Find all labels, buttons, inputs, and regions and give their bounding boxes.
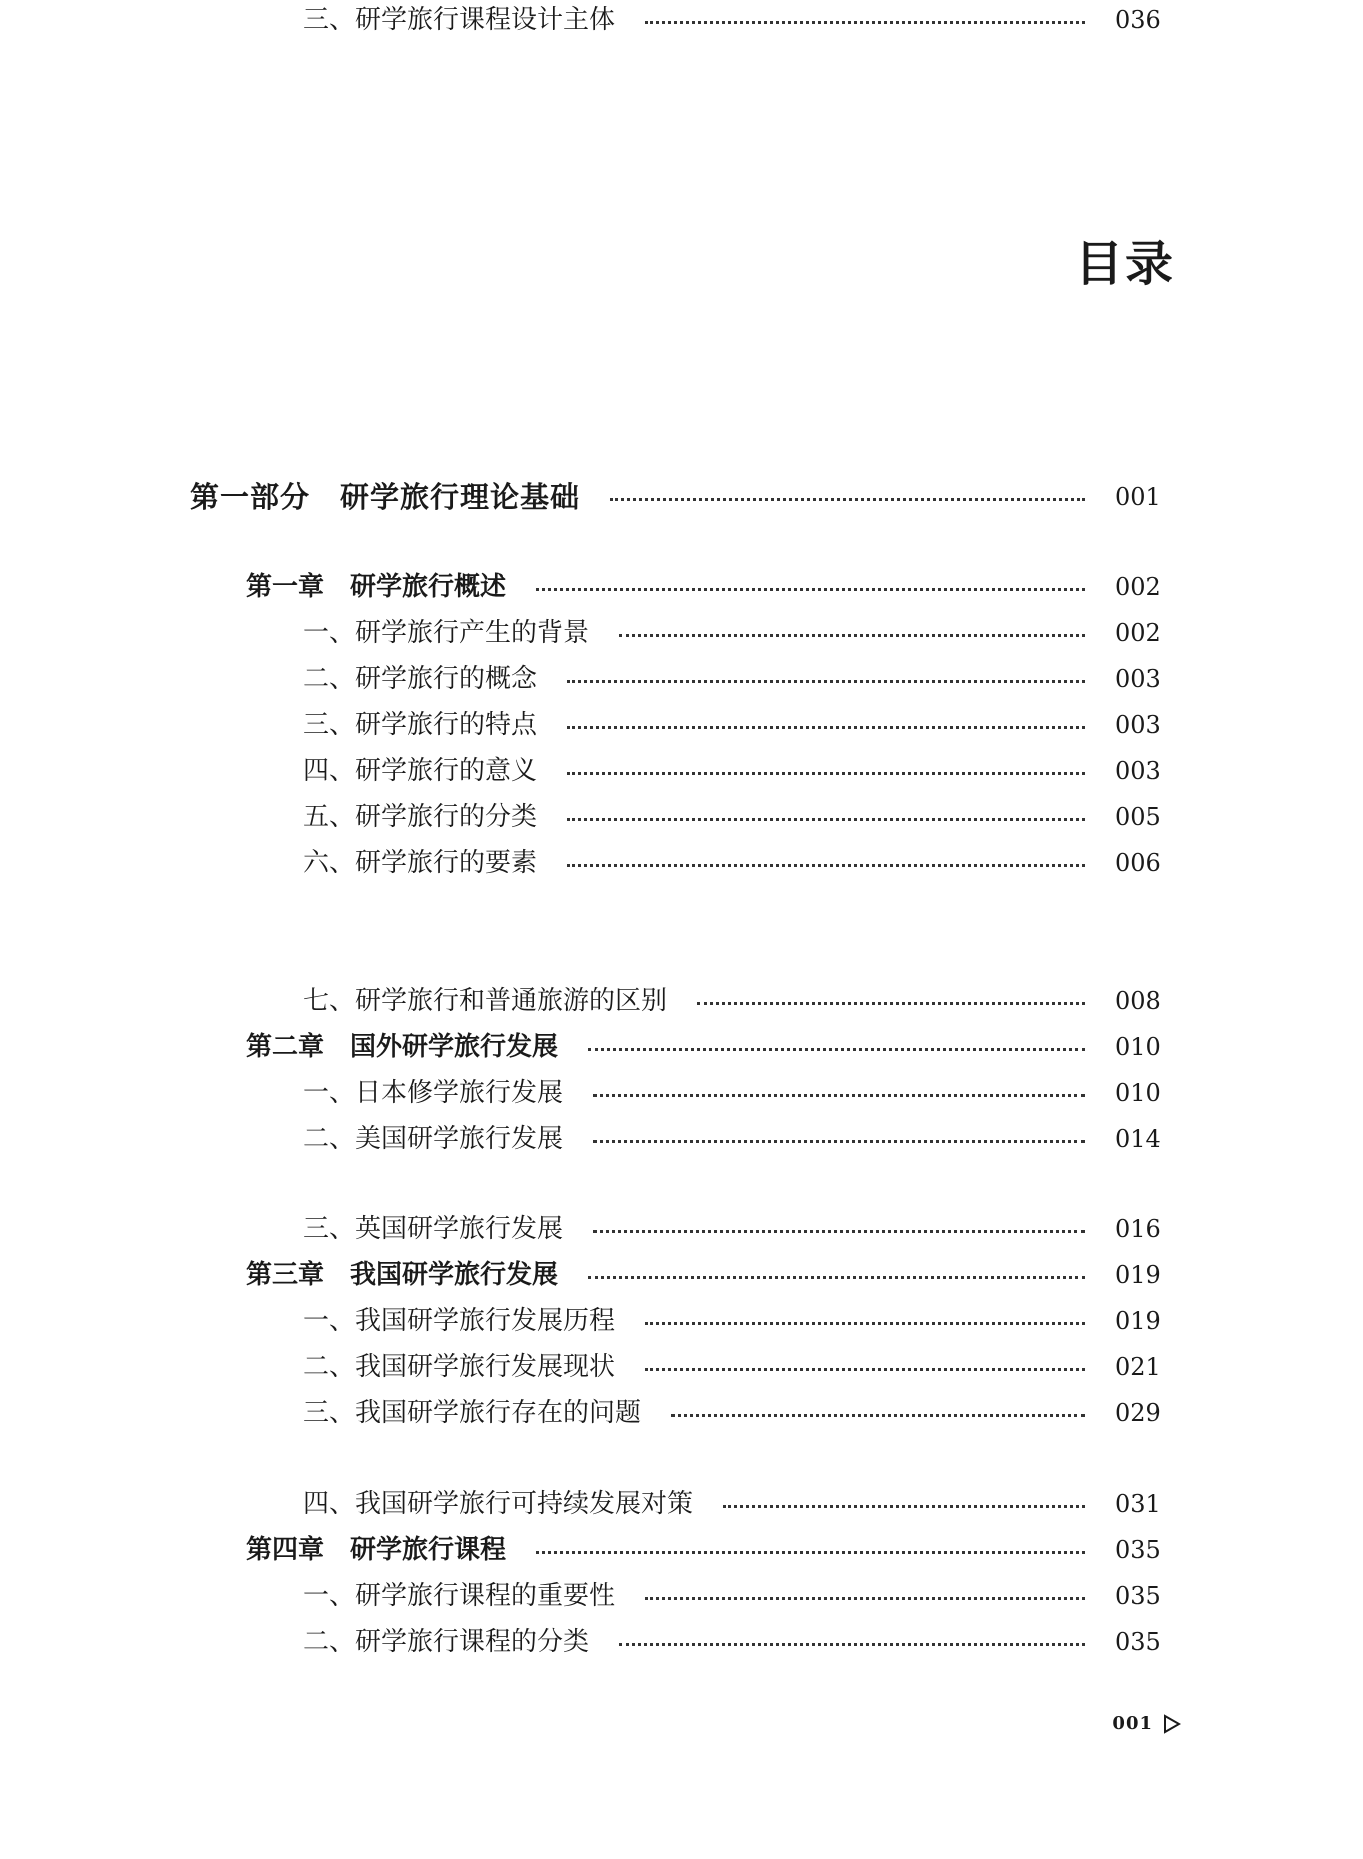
toc-page-number: 029 — [1115, 1399, 1161, 1427]
toc-entry-title: 二、我国研学旅行发展现状 — [303, 1352, 616, 1382]
toc-section-entry[interactable] — [0, 1484, 1363, 1524]
dot-leader — [645, 21, 1085, 24]
toc-page-number: 019 — [1115, 1307, 1161, 1335]
dot-leader — [536, 588, 1085, 591]
dot-leader — [588, 1048, 1085, 1051]
dot-leader — [619, 634, 1085, 637]
toc-entry-title: 第三章 我国研学旅行发展 — [246, 1260, 559, 1290]
toc-page-number: 021 — [1115, 1353, 1161, 1381]
toc-section-entry[interactable] — [0, 843, 1363, 883]
page-number: 001 — [1112, 1713, 1153, 1734]
dot-leader — [723, 1505, 1085, 1508]
toc-section-entry[interactable] — [0, 705, 1363, 745]
dot-leader — [593, 1094, 1085, 1097]
toc-page-number: 002 — [1115, 573, 1161, 601]
dot-leader — [567, 818, 1085, 821]
toc-section-entry[interactable] — [0, 1119, 1363, 1159]
toc-page-number: 019 — [1115, 1261, 1161, 1289]
toc-page-number: 003 — [1115, 757, 1161, 785]
dot-leader — [567, 772, 1085, 775]
dot-leader — [645, 1322, 1085, 1325]
dot-leader — [593, 1230, 1085, 1233]
toc-entry-title: 三、研学旅行的特点 — [303, 710, 538, 740]
dot-leader — [593, 1140, 1085, 1143]
triangle-right-icon — [1163, 1714, 1181, 1734]
toc-chapter-entry[interactable] — [0, 567, 1363, 607]
dot-leader — [619, 1643, 1085, 1646]
toc-chapter-entry[interactable] — [0, 1027, 1363, 1067]
toc-page-number: 016 — [1115, 1215, 1161, 1243]
toc-section-entry[interactable] — [0, 797, 1363, 837]
toc-page-number: 001 — [1115, 483, 1161, 511]
toc-page-number: 035 — [1115, 1628, 1161, 1656]
toc-page-number: 002 — [1115, 619, 1161, 647]
toc-page-number: 003 — [1115, 665, 1161, 693]
toc-section-entry[interactable] — [0, 0, 1363, 40]
toc-page-number: 008 — [1115, 987, 1161, 1015]
toc-entry-title: 第一部分 研学旅行理论基础 — [190, 479, 581, 514]
toc-entry-title: 四、我国研学旅行可持续发展对策 — [303, 1489, 694, 1519]
toc-section-entry[interactable] — [0, 1209, 1363, 1249]
toc-section-entry[interactable] — [0, 1073, 1363, 1113]
dot-leader — [567, 864, 1085, 867]
toc-chapter-entry[interactable] — [0, 1255, 1363, 1295]
dot-leader — [697, 1002, 1085, 1005]
page-footer — [1112, 1713, 1181, 1734]
dot-leader — [588, 1276, 1085, 1279]
toc-entry-title: 二、研学旅行课程的分类 — [303, 1627, 590, 1657]
page-title: 目录 — [1074, 236, 1175, 292]
toc-entry-title: 四、研学旅行的意义 — [303, 756, 538, 786]
toc-section-entry[interactable] — [0, 1301, 1363, 1341]
toc-chapter-entry[interactable] — [0, 1530, 1363, 1570]
toc-page-number: 035 — [1115, 1582, 1161, 1610]
dot-leader — [645, 1597, 1085, 1600]
toc-section-entry[interactable] — [0, 1347, 1363, 1387]
toc-entry-title: 二、研学旅行的概念 — [303, 664, 538, 694]
toc-page-number: 035 — [1115, 1536, 1161, 1564]
toc-page-number: 010 — [1115, 1033, 1161, 1061]
toc-entry-title: 第二章 国外研学旅行发展 — [246, 1032, 559, 1062]
toc-page-number: 031 — [1115, 1490, 1161, 1518]
toc-part-entry[interactable] — [0, 477, 1363, 517]
dot-leader — [645, 1368, 1085, 1371]
dot-leader — [567, 726, 1085, 729]
toc-entry-title: 第一章 研学旅行概述 — [246, 572, 507, 602]
toc-entry-title: 六、研学旅行的要素 — [303, 848, 538, 878]
toc-page-number: 003 — [1115, 711, 1161, 739]
toc-entry-title: 三、我国研学旅行存在的问题 — [303, 1398, 642, 1428]
toc-page-number: 036 — [1115, 6, 1161, 34]
toc-section-entry[interactable] — [0, 659, 1363, 699]
toc-entry-title: 五、研学旅行的分类 — [303, 802, 538, 832]
toc-page-number: 005 — [1115, 803, 1161, 831]
toc-page-number: 006 — [1115, 849, 1161, 877]
toc-section-entry[interactable] — [0, 1576, 1363, 1616]
toc-section-entry[interactable] — [0, 981, 1363, 1021]
toc-entry-title: 一、研学旅行课程的重要性 — [303, 1581, 616, 1611]
dot-leader — [536, 1551, 1085, 1554]
toc-section-entry[interactable] — [0, 751, 1363, 791]
toc-page-number: 010 — [1115, 1079, 1161, 1107]
toc-entry-title: 二、美国研学旅行发展 — [303, 1124, 564, 1154]
toc-section-entry[interactable] — [0, 613, 1363, 653]
toc-entry-title: 一、日本修学旅行发展 — [303, 1078, 564, 1108]
toc-entry-title: 一、我国研学旅行发展历程 — [303, 1306, 616, 1336]
toc-section-entry[interactable] — [0, 1393, 1363, 1433]
dot-leader — [671, 1414, 1085, 1417]
toc-entry-title: 三、研学旅行课程设计主体 — [303, 5, 616, 35]
toc-page-number: 014 — [1115, 1125, 1161, 1153]
toc-section-entry[interactable] — [0, 1622, 1363, 1662]
dot-leader — [610, 498, 1085, 501]
dot-leader — [567, 680, 1085, 683]
toc-entry-title: 一、研学旅行产生的背景 — [303, 618, 590, 648]
toc-entry-title: 七、研学旅行和普通旅游的区别 — [303, 986, 668, 1016]
toc-entry-title: 第四章 研学旅行课程 — [246, 1535, 507, 1565]
toc-entry-title: 三、英国研学旅行发展 — [303, 1214, 564, 1244]
